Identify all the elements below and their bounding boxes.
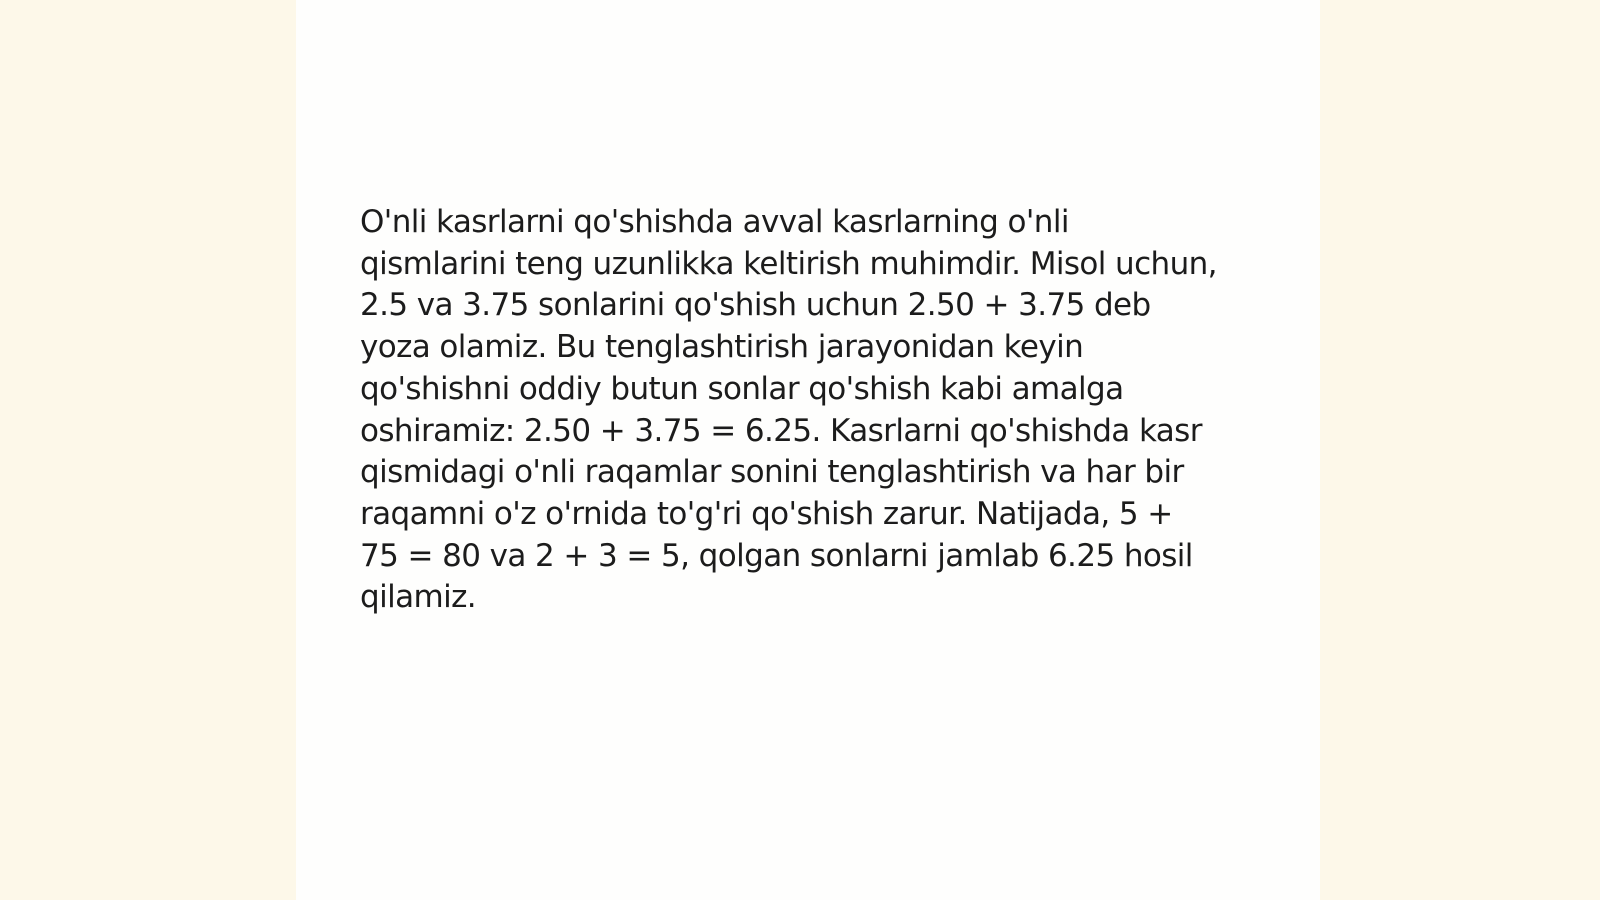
body-paragraph: O'nli kasrlarni qo'shishda avval kasrlarning o'nli qismlarini teng uzunlikka keltirish muhimdir. Misol uchun, 2.5 va 3.75 sonlarini qo'shish uchun 2.50 + 3.75 deb yoza olamiz. Bu tenglashtirish jarayonidan keyin qo'shishni oddiy butun sonlar qo'shish kabi amalga oshiramiz: 2.50 + 3.75 = 6.25. Kasrlarni qo'shishda kasr qismidagi o'nli raqamlar sonini tenglashtirish va har bir raqamni o'z o'rnida to'g'ri qo'shish zarur. Natijada, 5 + 75 = 80 va 2 + 3 = 5, qolgan sonlarni jamlab 6.25 hosil qilamiz.: [360, 204, 1217, 616]
document-page: [296, 0, 1320, 900]
